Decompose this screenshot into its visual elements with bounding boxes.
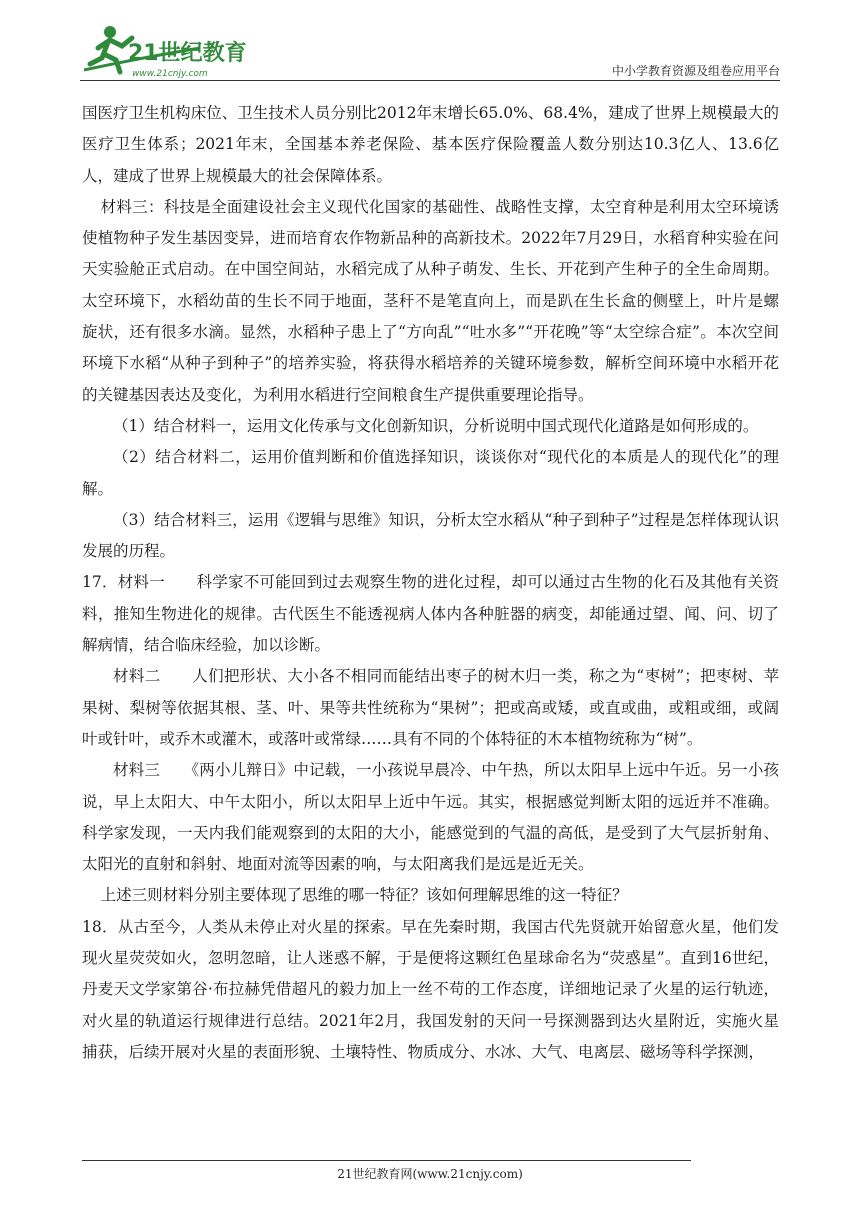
question-16-3: （3）结合材料三，运用《逻辑与思维》知识，分析太空水稻从“种子到种子”过程是怎样体现认识发展的历程。 xyxy=(82,510,779,561)
header-platform-text: 中小学教育资源及组卷应用平台 xyxy=(611,64,780,78)
question-16-2: （2）结合材料二，运用价值判断和价值选择知识，谈谈你对“现代化的本质是人的现代化”的理解。 xyxy=(82,448,779,498)
paragraph-material-3: 材料三：科技是全面建设社会主义现代化国家的基础性、战略性支撑，太空育种是利用太空环境诱使植物种子发生基因变异，进而培育农作物新品种的高新技术。2022年7月29日，水稻育种实验在问天实验舱正式启动。在中国空间站，水稻完成了从种子萌发、生长、开花到产生种子的全生命周期。太空环境下，水稻幼苗的生长不同于地面，茎秆不是笔直向上，而是趴在生长盒的侧壁上，叶片是螺旋状，还有很多水滴。显然，水稻种子患上了“方向乱”“吐水多”“开花晚”等“太空综合症”。本次空间环境下水稻“从种子到种子”的培养实验，将获得水稻培养的关键环境参数，解析空间环境中水稻开花的关键基因表达及变化，为利用水稻进行空间粮食生产提供重要理论指导。 xyxy=(82,197,779,404)
question-17-material-1: 17．材料一 科学家不可能回到过去观察生物的进化过程，却可以通过古生物的化石及其他有关资料，推知生物进化的规律。古代医生不能透视病人体内各种脏器的病变，却能通过望、闻、问、切了解病情，结合临床经验，加以诊断。 xyxy=(82,573,779,655)
question-16-1: （1）结合材料一，运用文化传承与文化创新知识，分析说明中国式现代化道路是如何形成的。 xyxy=(113,416,759,435)
document-body xyxy=(82,98,779,1068)
svg-text:www.21cnjy.com: www.21cnjy.com xyxy=(132,69,208,79)
question-17-prompt: 上述三则材料分别主要体现了思维的哪一特征？该如何理解思维的这一特征？ xyxy=(100,886,628,905)
paragraph-healthcare: 国医疗卫生机构床位、卫生技术人员分别比2012年末增长65.0%、68.4%，建成了世界上规模最大的医疗卫生体系；2021年末，全国基本养老保险、基本医疗保险覆盖人数分别达10.3亿人、13.6亿人，建成了世界上规模最大的社会保障体系。 xyxy=(82,104,779,185)
header-divider xyxy=(80,80,780,81)
page-header xyxy=(80,18,780,82)
question-17-material-2: 材料二 人们把形状、大小各不相同而能结出枣子的树木归一类，称之为“枣树”；把枣树、苹果树、梨树等依据其根、茎、叶、果等共性统称为“果树”；把或高或矮，或直或曲，或粗或细，或阔叶或针叶，或乔木或灌木，或落叶或常绿……具有不同的个体特征的木本植物统称为“树”。 xyxy=(82,667,779,748)
footer-text: 21世纪教育网(www.21cnjy.com) xyxy=(337,1167,523,1181)
question-18-text: 18．从古至今，人类从未停止对火星的探索。早在先秦时期，我国古代先贤就开始留意火星，他们发现火星荧荧如火，忽明忽暗，让人迷惑不解，于是便将这颗红色星球命名为“荧惑星”。直到16世纪，丹麦天文学家第谷·布拉赫凭借超凡的毅力加上一丝不苟的工作态度，详细地记录了火星的运行轨迹，对火星的轨道运行规律进行总结。2021年2月，我国发射的天问一号探测器到达火星附近，实施火星捕获，后续开展对火星的表面形貌、土壤特性、物质成分、水冰、大气、电离层、磁场等科学探测， xyxy=(82,917,779,1061)
question-17-material-3: 材料三 《两小儿辩日》中记载，一小孩说早晨冷、中午热，所以太阳早上远中午近。另一小孩说，早上太阳大、中午太阳小，所以太阳早上近中午远。其实，根据感觉判断太阳的远近并不准确。科学家发现，一天内我们能观察到的太阳的大小，能感觉到的气温的高低，是受到了大气层折射角、太阳光的直射和斜射、地面对流等因素的响，与太阳离我们是远是近无关。 xyxy=(82,761,779,874)
footer-divider xyxy=(82,1160,691,1161)
svg-text:21世纪教育: 21世纪教育 xyxy=(128,41,247,66)
logo-21cnjy xyxy=(80,18,260,80)
